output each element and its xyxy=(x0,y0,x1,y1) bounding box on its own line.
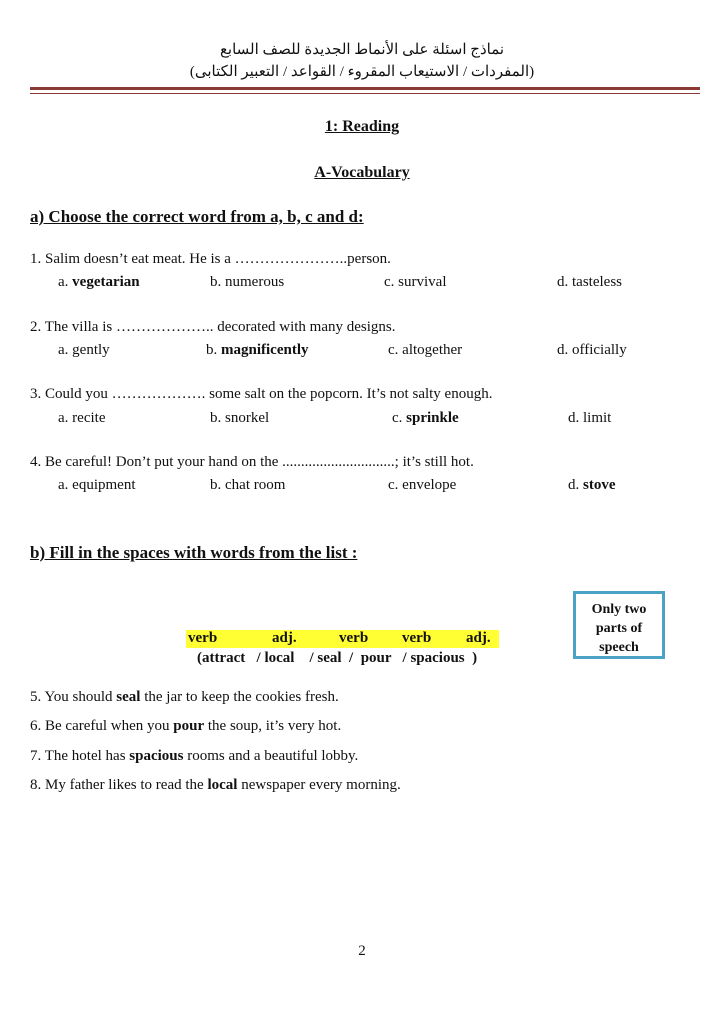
part-b-heading: b) Fill in the spaces with words from the list : xyxy=(30,543,358,562)
question-4-text: 4. Be careful! Don’t put your hand on the ..............................; it’s still hot. xyxy=(30,454,474,470)
question-1-option-c: c. survival xyxy=(384,274,447,290)
header-title-arabic: نماذج اسئلة على الأنماط الجديدة للصف السابع xyxy=(219,42,505,58)
section-title: 1: Reading xyxy=(324,118,400,135)
header-rule-thin xyxy=(30,93,700,94)
part-a-heading: a) Choose the correct word from a, b, c and d: xyxy=(30,207,364,226)
question-2-option-a: a. gently xyxy=(58,342,110,358)
sentence-8-answer: local xyxy=(207,777,238,793)
note-box-line-1: Only two xyxy=(591,602,647,617)
page-number: 2 xyxy=(358,943,366,959)
sentence-5-answer: seal xyxy=(116,689,141,705)
question-3-option-b: b. snorkel xyxy=(210,410,270,426)
question-4-option-c: c. envelope xyxy=(388,477,457,493)
question-1-option-b: b. numerous xyxy=(210,274,285,290)
header-rule-thick xyxy=(30,87,700,90)
sentence-7-answer: spacious xyxy=(129,748,184,764)
question-4-option-b: b. chat room xyxy=(210,477,286,493)
question-1-option-a: a. vegetarian xyxy=(58,274,140,290)
note-box xyxy=(573,591,665,659)
header-subtitle-arabic: (المفردات / الاستيعاب المقروء / القواعد / التعبير الكتابى) xyxy=(189,64,535,80)
part-of-speech-label: adj. xyxy=(272,630,297,646)
question-1-text: 1. Salim doesn’t eat meat. He is a …………………..person. xyxy=(30,251,391,267)
note-box-line-3: speech xyxy=(599,640,639,655)
question-2-option-b: b. magnificently xyxy=(206,342,309,358)
subsection-title: A-Vocabulary xyxy=(314,164,410,181)
question-1-option-d: d. tasteless xyxy=(557,274,622,290)
part-of-speech-label: verb xyxy=(402,630,432,646)
part-of-speech-label: verb xyxy=(339,630,369,646)
sentence-8: 8. My father likes to read the local newspaper every morning. xyxy=(30,777,401,793)
word-list: (attract / local / seal / pour / spacious ) xyxy=(197,650,478,666)
question-3-option-a: a. recite xyxy=(58,410,106,426)
question-3-option-c: c. sprinkle xyxy=(392,410,459,426)
question-3-text: 3. Could you ………………. some salt on the popcorn. It’s not salty enough. xyxy=(30,386,493,402)
sentence-6-answer: pour xyxy=(173,718,205,734)
question-2-option-c: c. altogether xyxy=(388,342,463,358)
sentence-7: 7. The hotel has spacious rooms and a beautiful lobby. xyxy=(30,748,359,764)
question-4-option-a: a. equipment xyxy=(58,477,136,493)
question-3-option-d: d. limit xyxy=(568,410,612,426)
note-box-line-2: parts of xyxy=(595,621,643,636)
question-2-option-d: d. officially xyxy=(557,342,627,358)
question-2-text: 2. The villa is ……………….. decorated with many designs. xyxy=(30,319,396,335)
part-of-speech-label: verb xyxy=(188,630,218,646)
part-of-speech-label: adj. xyxy=(466,630,491,646)
question-4-option-d: d. stove xyxy=(568,477,616,493)
sentence-5: 5. You should seal the jar to keep the cookies fresh. xyxy=(30,689,339,705)
sentence-6: 6. Be careful when you pour the soup, it’s very hot. xyxy=(30,718,342,734)
